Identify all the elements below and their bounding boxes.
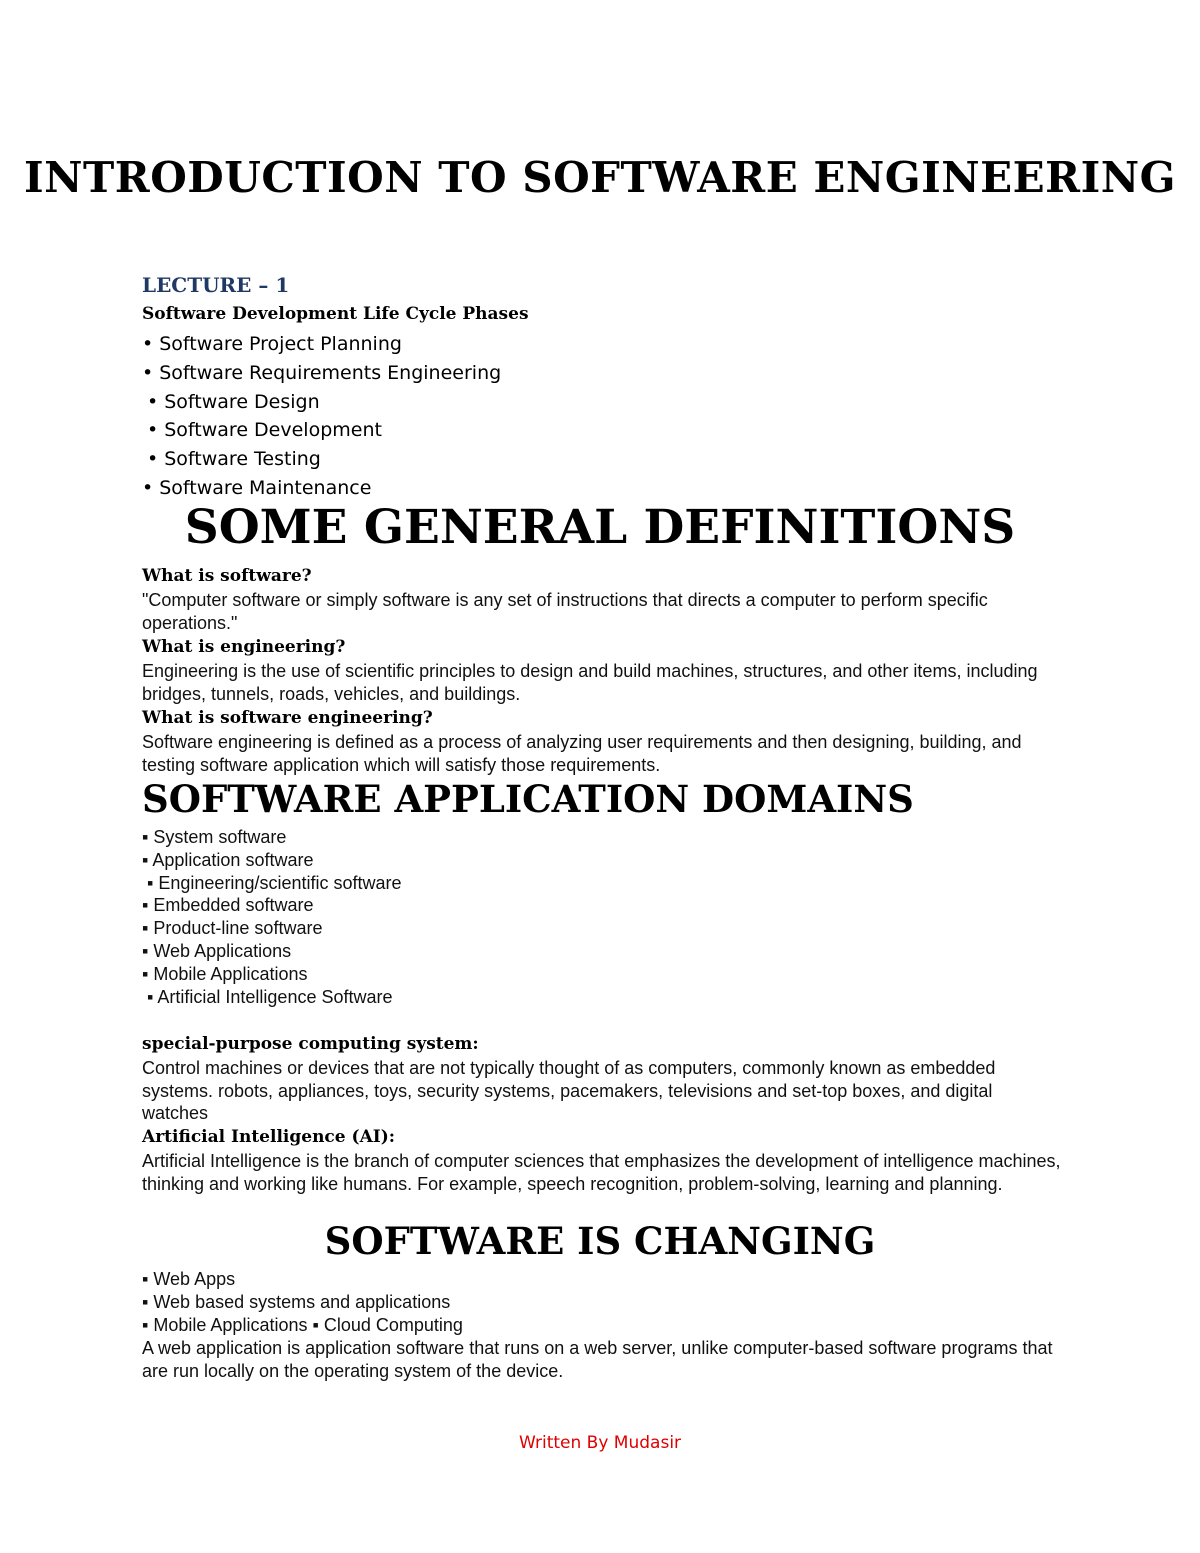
footer-author: Written By Mudasir xyxy=(518,1433,682,1453)
list-item: ▪ Product-line software xyxy=(142,918,323,939)
list-item: • Software Maintenance xyxy=(142,476,372,499)
list-item: • Software Requirements Engineering xyxy=(142,361,502,384)
list-item: • Software Testing xyxy=(147,448,321,471)
question-software-engineering: What is software engineering? xyxy=(142,708,433,728)
list-item: • Software Development xyxy=(147,419,382,442)
list-item: ▪ Web Applications xyxy=(142,940,292,961)
list-item: ▪ Mobile Applications xyxy=(142,963,308,984)
web-application-text: A web application is application software that runs on a web server, unlike computer-based software programs that are run locally on the operating system of the device. xyxy=(142,1338,1053,1381)
lecture-label: LECTURE – 1 xyxy=(142,273,290,297)
changing-heading: SOFTWARE IS CHANGING xyxy=(324,1219,876,1263)
question-special-purpose: special-purpose computing system: xyxy=(142,1034,479,1054)
list-item: ▪ Embedded software xyxy=(142,895,314,916)
domains-heading: SOFTWARE APPLICATION DOMAINS xyxy=(142,777,914,821)
answer-engineering: Engineering is the use of scientific principles to design and build machines, structures, and other items, including bridges, tunnels, roads, vehicles, and buildings. xyxy=(142,661,1038,704)
answer-software-engineering: Software engineering is defined as a process of analyzing user requirements and then designing, building, and testing software application which will satisfy those requirements. xyxy=(142,732,1022,775)
list-item: ▪ Mobile Applications ▪ Cloud Computing xyxy=(142,1314,463,1335)
changing-list xyxy=(142,1268,463,1336)
answer-ai: Artificial Intelligence is the branch of computer sciences that emphasizes the development of intelligence machines, thinking and working like humans. For example, speech recognition, problem-solving, learning and planning. xyxy=(142,1151,1061,1194)
list-item: ▪ Web based systems and applications xyxy=(142,1291,451,1312)
document-title: INTRODUCTION TO SOFTWARE ENGINEERING xyxy=(24,153,1176,202)
definitions-heading: SOME GENERAL DEFINITIONS xyxy=(184,500,1016,555)
sdlc-heading: Software Development Life Cycle Phases xyxy=(142,304,529,324)
list-item: • Software Design xyxy=(147,390,320,413)
list-item: ▪ Artificial Intelligence Software xyxy=(147,986,393,1007)
list-item: ▪ System software xyxy=(142,827,287,847)
question-software: What is software? xyxy=(142,566,312,586)
question-engineering: What is engineering? xyxy=(142,637,346,657)
list-item: ▪ Application software xyxy=(142,849,314,870)
domains-list xyxy=(142,826,402,1008)
answer-special-purpose: Control machines or devices that are not typically thought of as computers, commonly known as embedded systems. robots, appliances, toys, security systems, pacemakers, televisions and set-top boxes, and digital watches xyxy=(142,1058,996,1123)
list-item: ▪ Engineering/scientific software xyxy=(147,872,402,893)
answer-software: "Computer software or simply software is any set of instructions that directs a computer to perform specific operations." xyxy=(142,590,988,633)
list-item: • Software Project Planning xyxy=(142,333,402,355)
sdlc-phase-list xyxy=(142,330,501,503)
list-item: ▪ Web Apps xyxy=(142,1269,236,1289)
question-ai: Artificial Intelligence (AI): xyxy=(142,1127,396,1147)
